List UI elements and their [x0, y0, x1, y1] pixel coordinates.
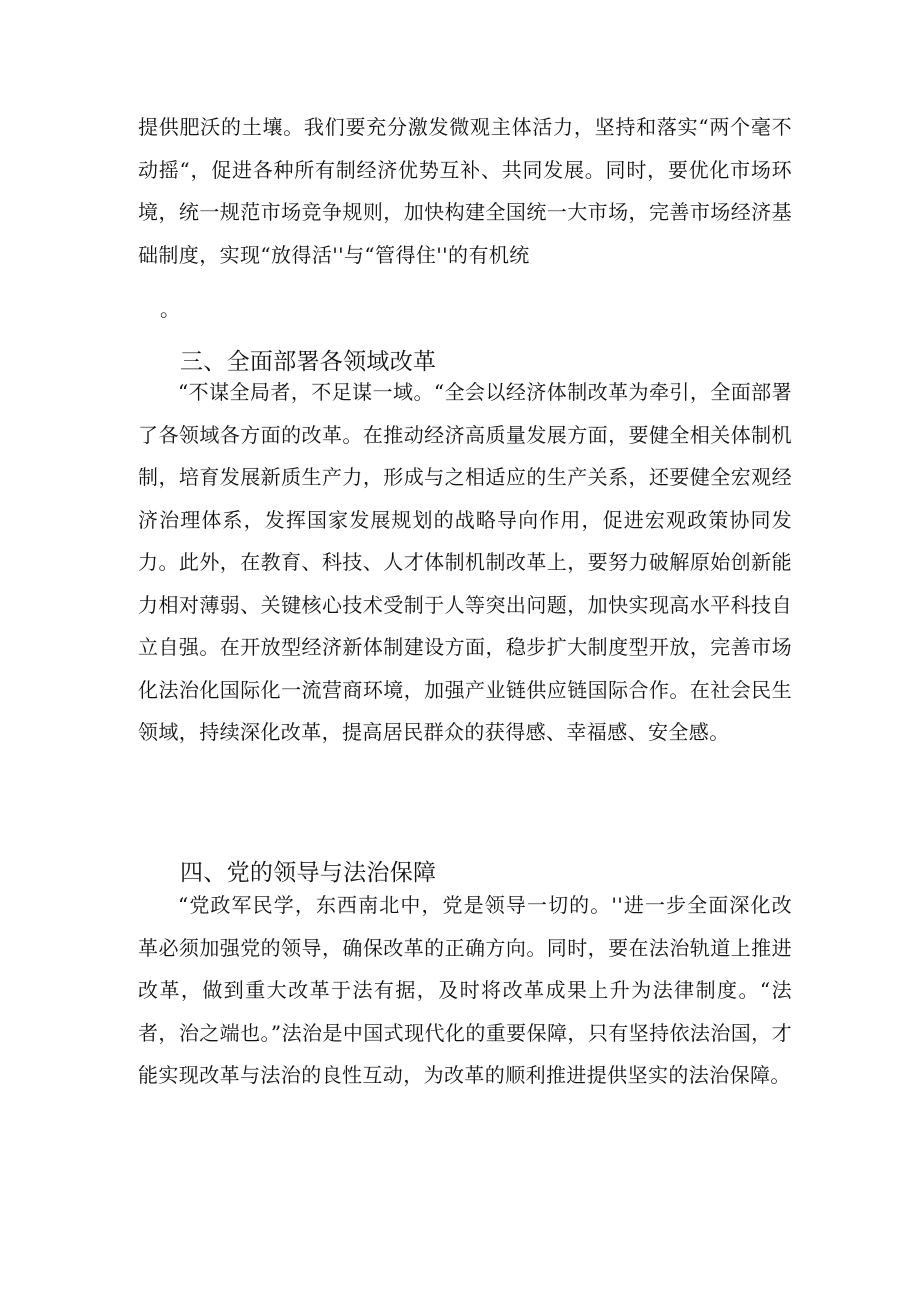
paragraph-text: 提供肥沃的土壤。我们要充分激发微观主体活力，坚持和落实“两个毫不动摇“，促进各种所有制经济优势互补、共同发展。同时，要优化市场环境，统一规范市场竞争规则，加快构建全国统一大市场，完善市场经济基础制度，实现“放得活''与“管得住''的有机统: [138, 115, 792, 267]
paragraph-text: “不谋全局者，不足谋一域。“全会以经济体制改革为牵引，全面部署了各领域各方面的改革。在推动经济高质量发展方面，要健全相关体制机制，培育发展新质生产力，形成与之相适应的生产关系，还要健全宏观经济治理体系，发挥国家发展规划的战略导向作用，促进宏观政策协同发力。此外，在教育、科技、人才体制机制改革上，要努力破解原始创新能力相对薄弱、关键核心技术受制于人等突出问题，加快实现高水平科技自立自强。在开放型经济新体制建设方面，稳步扩大制度型开放，完善市场化法治化国际化一流营商环境，加强产业链供应链国际合作。在社会民生领域，持续深化改革，提高居民群众的获得感、幸福感、安全感。: [138, 380, 792, 744]
paragraph-tail: [160, 288, 814, 331]
section-3-paragraph: [138, 371, 792, 754]
paragraph-tail-text: 。: [160, 297, 181, 321]
section-heading-4: 四、党的领导与法治保障: [180, 860, 437, 886]
paragraph-text: “党政军民学，东西南北中，党是领导一切的。''进一步全面深化改革必须加强党的领导，确保改革的正确方向。同时，要在法治轨道上推进改革，做到重大改革于法有据，及时将改革成果上升为法律制度。“法者，治之端也。”法治是中国式现代化的重要保障，只有坚持依法治国，才能实现改革与法治的良性互动，为改革的顺利推进提供坚实的法治保障。: [138, 893, 792, 1087]
section-heading-3: 三、全面部署各领域改革: [180, 349, 437, 375]
paragraph-continuation: [138, 106, 792, 276]
section-4-paragraph: [138, 884, 792, 1097]
